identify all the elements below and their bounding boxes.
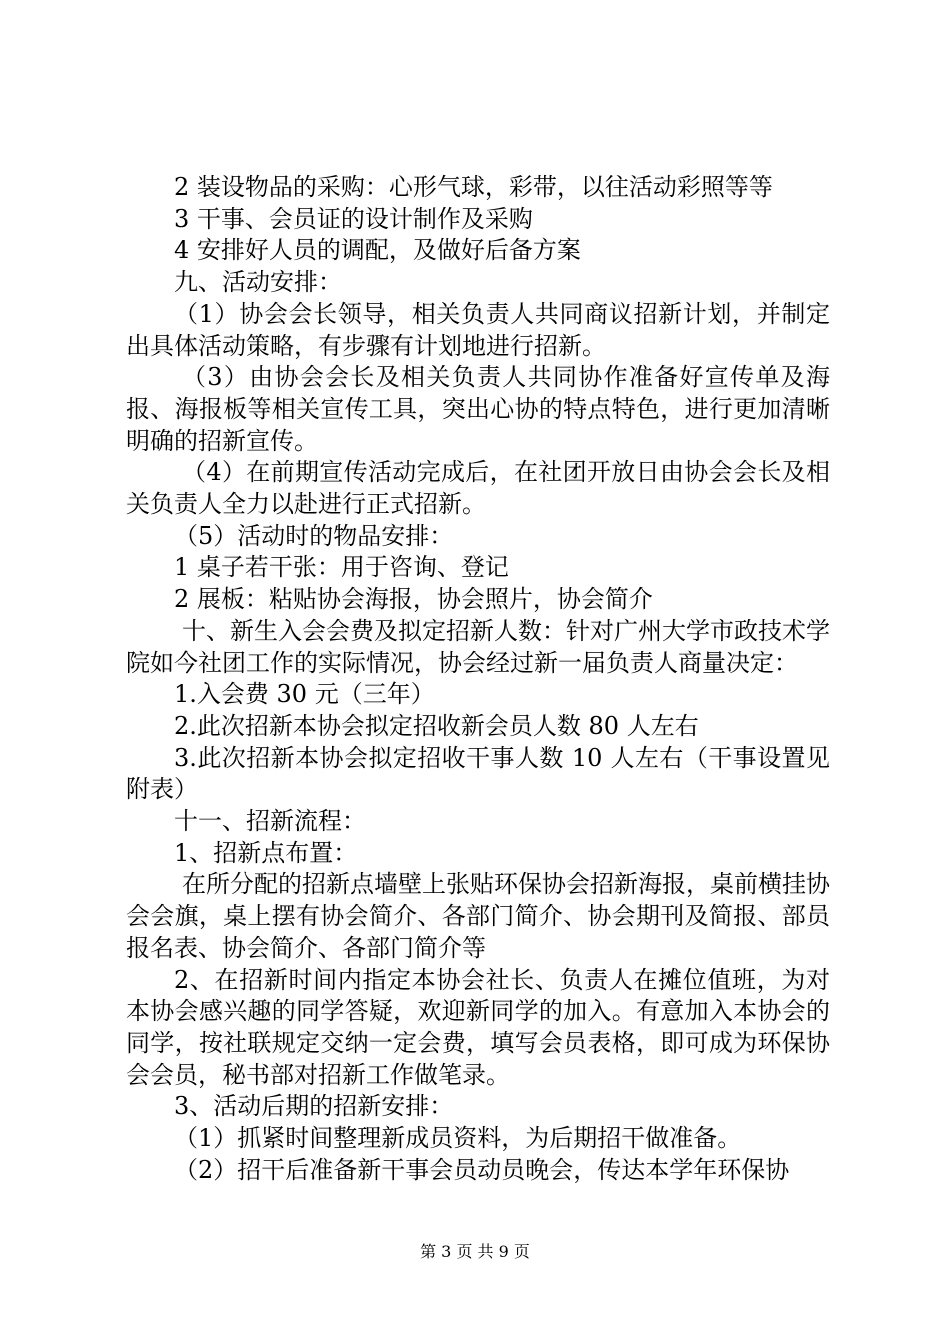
- paragraph: 3 干事、会员证的设计制作及采购: [174, 204, 533, 233]
- paragraph: 1 桌子若干张：用于咨询、登记: [174, 553, 509, 582]
- section-heading: 九、活动安排：: [174, 268, 342, 297]
- paragraph: 2.此次招新本协会拟定招收新会员人数 80 人左右: [174, 711, 699, 740]
- paragraph: 3、活动后期的招新安排：: [174, 1092, 454, 1121]
- document-body: [126, 172, 830, 1187]
- page-number: 第 3 页 共 9 页: [420, 1242, 530, 1261]
- paragraph: 2、在招新时间内指定本协会社长、负责人在摊位值班，为对本协会感兴趣的同学答疑，欢迎新同学的加入。有意加入本协会的同学，按社联规定交纳一定会费，填写会员表格，即可成为环保协会会员，秘书部对招新工作做笔录。: [126, 965, 830, 1089]
- paragraph: 在所分配的招新点墙壁上张贴环保协会招新海报，桌前横挂协会会旗，桌上摆有协会简介、各部门简介、协会期刊及简报、部员报名表、协会简介、各部门简介等: [126, 870, 830, 962]
- section-heading: 十、新生入会会费及拟定招新人数：针对广州大学市政技术学院如今社团工作的实际情况，协会经过新一届负责人商量决定：: [126, 616, 830, 677]
- paragraph: 2 展板：粘贴协会海报，协会照片，协会简介: [174, 585, 653, 614]
- paragraph: 3.此次招新本协会拟定招收干事人数 10 人左右（干事设置见附表）: [126, 743, 830, 804]
- paragraph: 2 装设物品的采购：心形气球，彩带，以往活动彩照等等: [174, 173, 773, 201]
- paragraph: （5）活动时的物品安排：: [174, 521, 454, 550]
- paragraph: （1）协会会长领导，相关负责人共同商议招新计划，并制定出具体活动策略，有步骤有计划地进行招新。: [126, 299, 830, 360]
- paragraph: 1.入会费 30 元（三年）: [174, 680, 435, 709]
- paragraph: （4）在前期宣传活动完成后，在社团开放日由协会会长及相关负责人全力以赴进行正式招新。: [126, 458, 830, 519]
- paragraph: 4 安排好人员的调配，及做好后备方案: [174, 236, 581, 265]
- paragraph: （2）招干后准备新干事会员动员晚会，传达本学年环保协: [174, 1155, 790, 1184]
- paragraph: （3）由协会会长及相关负责人共同协作准备好宣传单及海报、海报板等相关宣传工具，突出心协的特点特色，进行更加清晰明确的招新宣传。: [126, 363, 830, 455]
- section-heading: 十一、招新流程：: [174, 807, 366, 836]
- paragraph: 1、招新点布置：: [174, 838, 358, 867]
- paragraph: （1）抓紧时间整理新成员资料，为后期招干做准备。: [174, 1124, 742, 1153]
